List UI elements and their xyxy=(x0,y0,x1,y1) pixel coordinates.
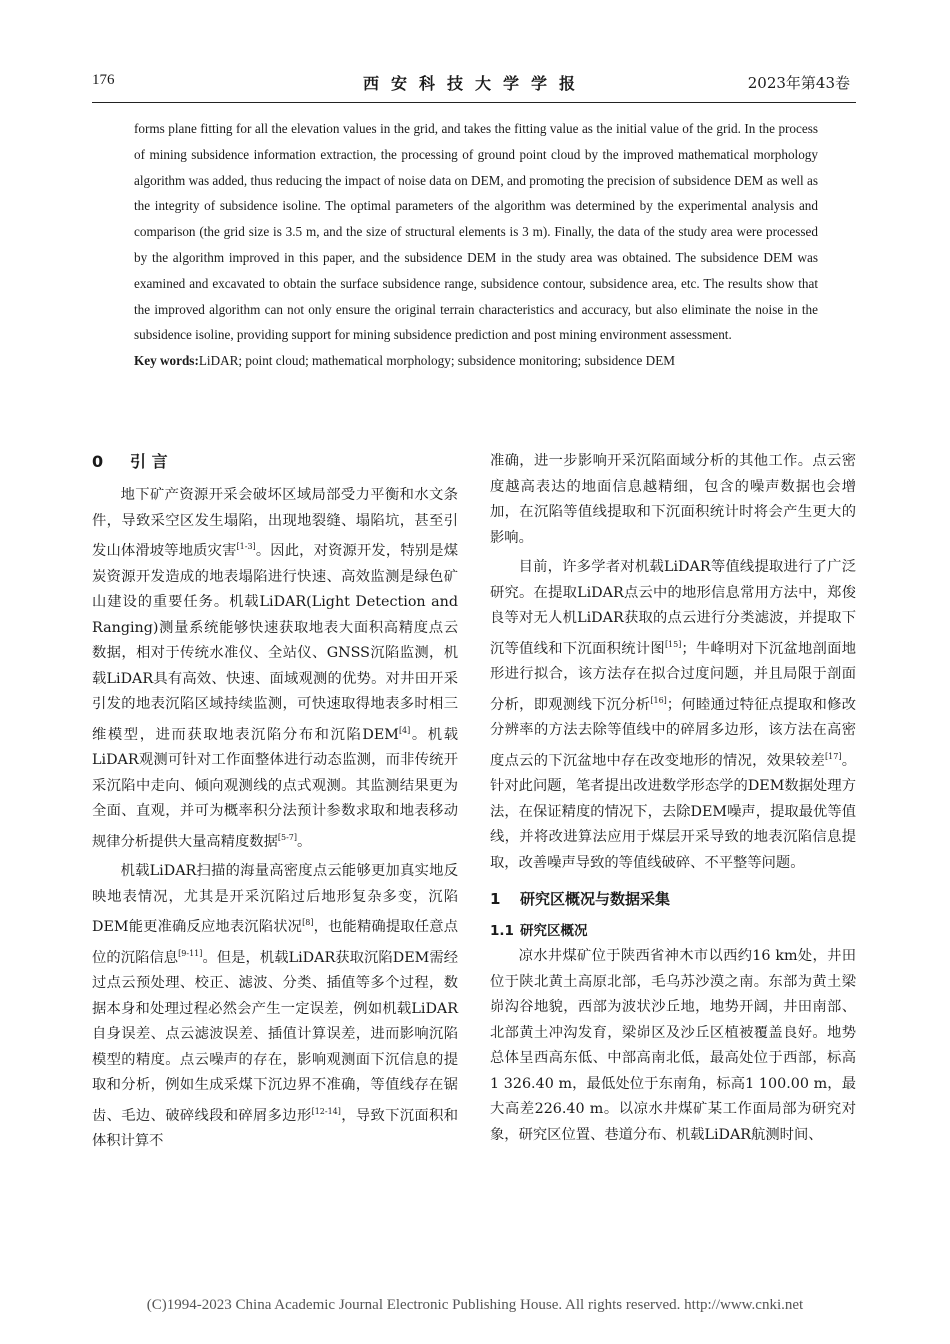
keywords-label: Key words: xyxy=(134,353,199,369)
intro-paragraph-2 xyxy=(92,859,458,1155)
page-header xyxy=(0,68,950,98)
paragraph-text: 目前，许多学者对机载LiDAR等值线提取进行了广泛研究。在提取LiDAR点云中的地形信息常用方法中，郑俊良等对无人机LiDAR获取的点云进行分类滤波，并提取下沉等值线和下沉面积统计图 xyxy=(490,559,856,657)
copyright-footer: (C)1994-2023 China Academic Journal Electronic Publishing House. All rights reserved. http://www.cnki.net xyxy=(146,1297,804,1313)
section-title: 引 言 xyxy=(130,452,168,471)
intro-paragraph-2-continued: 准确，进一步影响开采沉陷面域分析的其他工作。点云密度越高表达的地面信息越精细，包含的噪声数据也会增加，在沉陷等值线提取和下沉面积统计时将会产生更大的影响。 xyxy=(490,453,856,546)
citation-ref: [17] xyxy=(825,751,842,761)
journal-issue: 2023年第43卷 xyxy=(747,74,850,92)
paragraph-text: 。机载LiDAR观测可针对工作面整体进行动态监测，而非传统开采沉陷中走向、倾向观测线的点式观测。其监测结果更为全面、直观，并可为概率积分法预计参数求取和地表移动规律分析提供大量高精度数据 xyxy=(92,726,458,850)
abstract-text: forms plane fitting for all the elevation values in the grid, and takes the fitting value as the initial value of the grid. In the process of mining subsidence information extraction, the processing of ground point cloud by the improved mathematical morphology algorithm was added, thus reducing the impact of noise data on DEM, and promoting the precision of subsidence DEM as well as the integrity of subsidence isoline. The optimal parameters of the algorithm was determined by the experimental analysis and comparison (the grid size is 3.5 m, and the size of structural elements is 3 m). Finally, the data of the study area were processed by the algorithm improved in this paper, and the subsidence DEM in the study area was obtained. The subsidence DEM was examined and excavated to obtain the surface subsidence range, subsidence contour, subsidence area, etc. The results show that the improved algorithm can not only ensure the original terrain characteristics and accuracy, but also eliminate the noise in the subsidence isoline, providing support for mining subsidence prediction and post mining environment assessment. xyxy=(134,121,818,343)
intro-paragraph-1 xyxy=(92,483,458,855)
header-rule xyxy=(92,102,856,103)
paragraph-text: 。但是，机载LiDAR获取沉陷DEM需经过点云预处理、校正、滤波、分类、插值等多个过程，数据本身和处理过程必然会产生一定误差，例如机载LiDAR自身误差、点云滤波误差、插值计算误差，进而影响沉陷模型的精度。点云噪声的存在，影响观测面下沉信息的提取和分析，例如生成采煤下沉边界不准确，等值线存在锯齿、毛边、破碎线段和碎屑多边形 xyxy=(92,949,459,1124)
citation-ref: [4] xyxy=(398,725,411,735)
subsection-heading xyxy=(490,918,856,944)
paragraph-text: 机载LiDAR扫描的海量高密度点云能够更加真实地反映地表情况，尤其是开采沉陷过后地形复杂多变，沉陷DEM能更准确反应地表沉陷状况 xyxy=(92,863,458,935)
intro-paragraph-3 xyxy=(490,555,856,876)
study-area-paragraph: 凉水井煤矿位于陕西省神木市以西约16 km处，井田位于陕北黄土高原北部，毛乌苏沙漠之南。东部为黄土梁峁沟谷地貌，西部为波状沙丘地，地势开阔，井田南部、北部黄土冲沟发育，梁峁区及沙丘区植被覆盖良好。地势总体呈西高东低、中部高南北低，最高处位于西部，标高1 326.40 m，最低处位于东南角，标高1 100.00 m，最大高差226.40 m。以凉水井煤矿某工作面局部为研究对象，研究区位置、巷道分布、机载LiDAR航测时间、 xyxy=(490,948,856,1143)
citation-ref: [12-14] xyxy=(311,1106,341,1116)
journal-title: 西安科技大学学报 xyxy=(362,74,587,93)
paragraph-text: ，导致下沉面积和体积计算不 xyxy=(92,1107,458,1149)
keywords-text: LiDAR; point cloud; mathematical morphology; subsidence monitoring; subsidence DEM xyxy=(198,353,675,369)
section-title: 研究区概况与数据采集 xyxy=(520,890,671,908)
page-number: 176 xyxy=(92,72,115,88)
left-column xyxy=(92,447,458,1155)
citation-ref: [9-11] xyxy=(178,948,203,958)
paragraph-text: ，也能精确提取任意点位的沉陷信息 xyxy=(92,919,458,966)
paragraph-text: ；何睦通过特征点提取和修改分辨率的方法去除等值线中的碎屑多边形，该方法在高密度点云的下沉盆地中存在改变地形的情况，效果较差 xyxy=(490,696,857,769)
citation-ref: [1-3] xyxy=(236,542,256,551)
section-number: 0 xyxy=(92,452,104,471)
subsection-number: 1.1 xyxy=(490,923,514,939)
subsection-title: 研究区概况 xyxy=(520,923,588,939)
citation-ref: [8] xyxy=(302,918,314,927)
section-number: 1 xyxy=(490,890,501,908)
english-abstract xyxy=(134,116,818,374)
paragraph-text: 地下矿产资源开采会破坏区域局部受力平衡和水文条件，导致采空区发生塌陷，出现地裂缝、塌陷坑，甚至引发山体滑坡等地质灾害 xyxy=(92,487,458,559)
section-heading-introduction xyxy=(92,447,458,477)
paragraph-text: 。针对此问题，笔者提出改进数学形态学的DEM数据处理方法，在保证精度的情况下，去除DEM噪声，提取最优等值线，并将改进算法应用于煤层开采导致的地表沉陷信息提取，改善噪声导致的等值线破碎、不平整等问题。 xyxy=(490,752,857,871)
paragraph-text: ；牛峰明对下沉盆地剖面地形进行拟合，该方法存在拟合过度问题，并且局限于剖面分析，即观测线下沉分析 xyxy=(490,640,857,713)
section-heading-study-area xyxy=(490,882,856,916)
citation-ref: [15] xyxy=(664,639,682,649)
paragraph-text: 。 xyxy=(296,833,312,850)
citation-ref: [5-7] xyxy=(277,832,297,842)
right-column xyxy=(490,449,856,1148)
keywords-line xyxy=(134,348,818,374)
paragraph-text: 。因此，对资源开发，特别是煤炭资源开发造成的地表塌陷进行快速、高效监测是绿色矿山建设的重要任务。机载LiDAR(Light Detection and Ranging)测量系统能够快速获取地表大面积高精度点云数据，相对于传统水准仪、全站仪、GNSS沉陷监测，机载LiDAR具有高效、快速、面域观测的优势。对井田开采引发的地表沉陷区域持续监测，可快速取得地表多时相三维模型，进而获取地表沉陷分布和沉陷DEM xyxy=(92,543,458,743)
citation-ref: [16] xyxy=(650,695,667,705)
